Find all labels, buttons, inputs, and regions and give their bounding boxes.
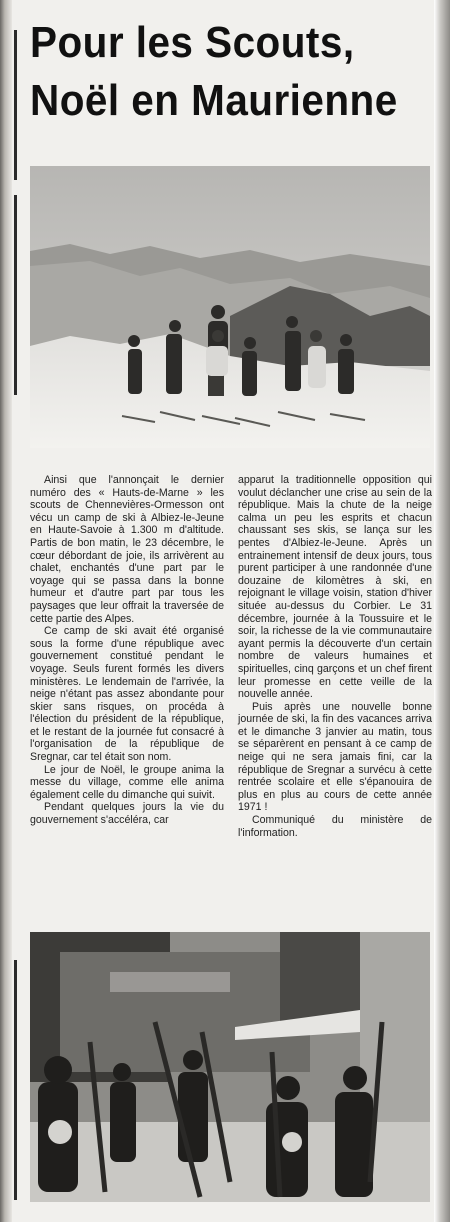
column-rule-middle [14,195,17,395]
paragraph: Ce camp de ski avait été organisé sous la forme d'une république avec gouvernement constitué pendant le voyage. Seuls furent formés les divers ministères. Le lendemain de l'arrivée, la neige n'étant pas assez abondante pour skier sans risques, on procéda à l'élection du président de la république, et le restant de la journée fut consacré à l'organisation de la république de Sregnar, car tel était son nom. [30,625,224,764]
page-outer-edge [434,0,450,1222]
article-title [30,14,398,130]
paragraph: Pendant quelques jours la vie du gouvernement s'accéléra, car [30,801,224,827]
column-rule-bottom [14,960,17,1200]
photo-scouts-village [30,932,430,1202]
body-column-left [30,474,224,912]
paragraph: apparut la traditionnelle opposition qui voulut déclancher une crise au sein de la république. Mais la chute de la neige calma un peu les esprits et chacun chaussant ses skis, se lança sur les pentes d'Albiez-le-Jeune. Après un entrainement intensif de deux jours, tous purent participer à une randonnée d'une douzaine de kilomètres à ski, en rejoignant le village voisin, station d'hiver située au-dessus du Corbier. Le 31 décembre, journée à la Toussuire et le soir, la richesse de la vie communautaire ayant permis la découverte d'un certain nombre de valeurs humaines et spirituelles, cinq garçons et un chef firent leur promesse en cette veille de la nouvelle année. [238,474,432,701]
article-body [30,474,432,912]
title-line-2: Noël en Maurienne [30,76,398,125]
page-binding-edge [0,0,12,1222]
article-signature: Communiqué du ministère de l'information. [238,814,432,839]
body-column-right [238,474,432,912]
title-line-1: Pour les Scouts, [30,18,355,67]
paragraph: Puis après une nouvelle bonne journée de ski, la fin des vacances arriva et le dimanche 3 janvier au matin, tous se séparèrent en pensant à ce camp de neige qui ne sera jamais fini, car la république de Sregnar a survécu à cette rentrée scolaire et elle s'épanouira de plus en plus au cours de cette année 1971 ! [238,700,432,814]
paragraph: Le jour de Noël, le groupe anima la messe du village, comme elle anima également celle du dimanche qui suivit. [30,763,224,801]
photo-scouts-on-skis [30,166,430,448]
paragraph: Ainsi que l'annonçait le dernier numéro des « Hauts-de-Marne » les scouts de Chennevières-Ormesson ont vécu un camp de ski à Albiez-le-Jeune en Haute-Savoie à 1.300 m d'altitude. Partis de bon matin, le 23 décembre, le cœur débordant de joie, ils arrivèrent au chalet, enchantés d'une part par le voyage qui se passa dans la bonne humeur et d'autre part par tous les paysages que leur offrait la traversée de cette partie des Alpes. [30,474,224,625]
column-rule-top [14,30,17,180]
